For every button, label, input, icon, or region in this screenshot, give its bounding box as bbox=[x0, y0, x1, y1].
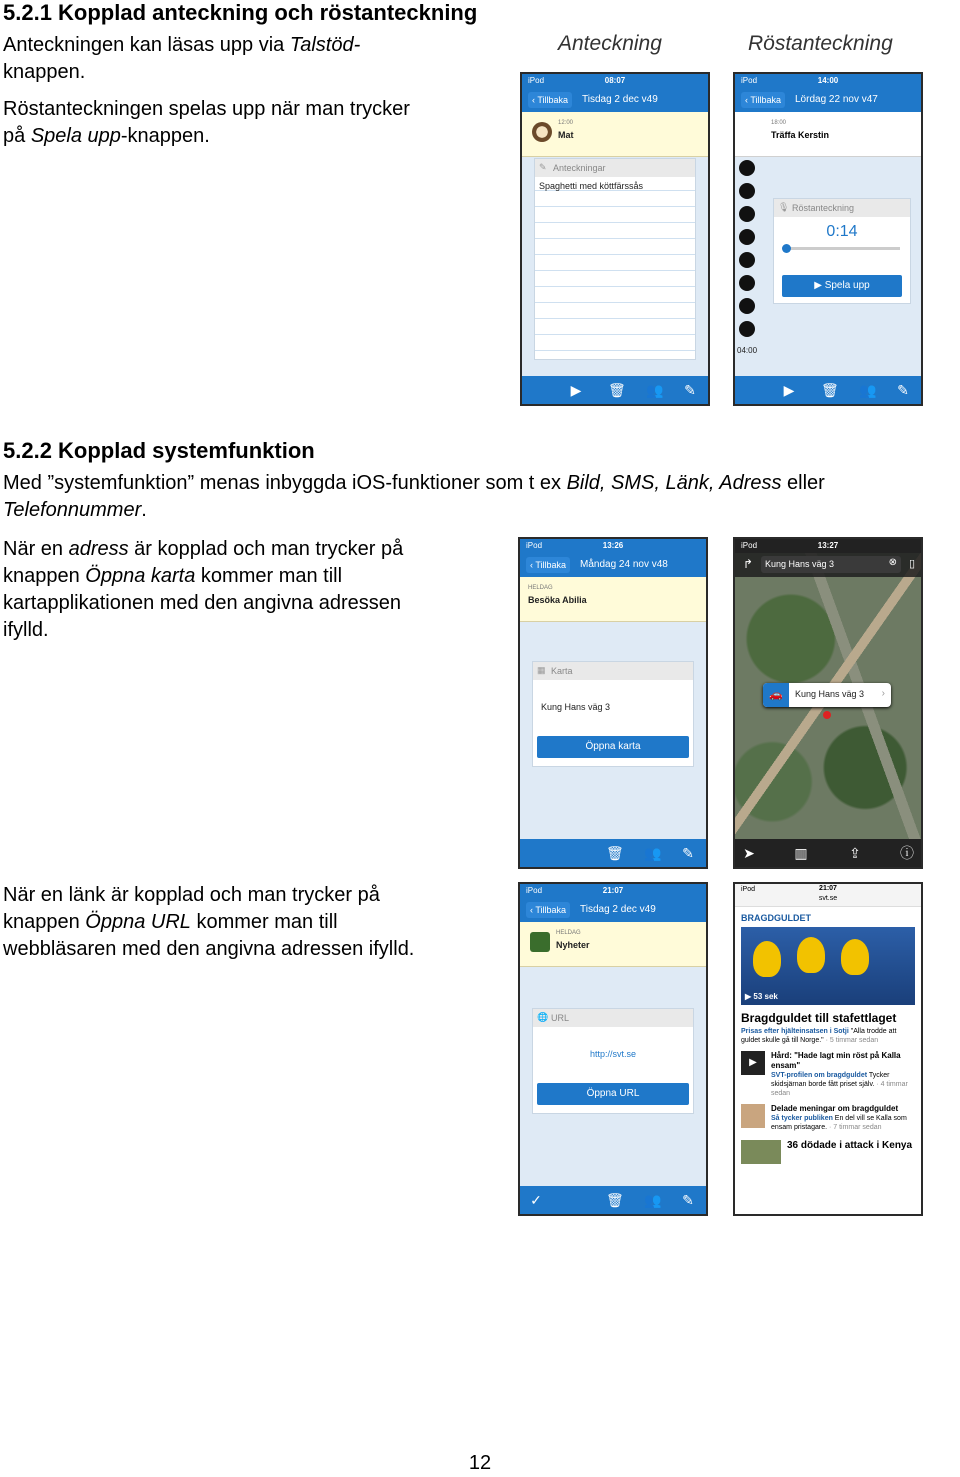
news-icon bbox=[530, 932, 550, 952]
status-time: 08:07 bbox=[604, 76, 626, 85]
hero-figure bbox=[841, 939, 869, 975]
story-item[interactable] bbox=[741, 1104, 915, 1134]
url-card bbox=[532, 1008, 694, 1114]
note-text: Spaghetti med köttfärssås bbox=[539, 181, 644, 191]
article-sub-link[interactable]: Prisas efter hjälteinsatsen i Sotji bbox=[741, 1028, 849, 1035]
bookmark-icon[interactable]: ▯ bbox=[908, 558, 915, 570]
hero-image[interactable] bbox=[741, 927, 915, 1005]
url-text[interactable]: http://svt.se bbox=[589, 1049, 637, 1059]
section-heading-5-2-2: 5.2.2 Kopplad systemfunktion bbox=[3, 438, 315, 463]
note-card bbox=[534, 158, 696, 360]
map-searchbar bbox=[735, 553, 921, 577]
article-sub-text: "Alla trodde att guldet skulle gå till Norge." bbox=[741, 1028, 897, 1044]
article-headline[interactable]: Bragdguldet till stafettlaget bbox=[741, 1011, 897, 1025]
card-header: URL bbox=[551, 1013, 570, 1023]
activity-row[interactable] bbox=[735, 112, 921, 157]
address-text: Kung Hans väg 3 bbox=[541, 702, 611, 712]
clear-icon[interactable]: ⊗ bbox=[888, 557, 897, 568]
video-badge[interactable]: ▶ 53 sek bbox=[745, 992, 778, 1001]
article-area bbox=[735, 907, 921, 1166]
text-italic: Öppna URL bbox=[85, 911, 191, 933]
status-time: 14:00 bbox=[817, 76, 839, 85]
activity-time: 12:00 bbox=[558, 120, 574, 126]
checkmark-icon[interactable]: ✓ bbox=[530, 1192, 542, 1208]
edit-icon[interactable]: ✎ bbox=[684, 382, 696, 398]
article-age: · 5 timmar sedan bbox=[823, 1037, 879, 1044]
activity-name: Besöka Abilia bbox=[528, 595, 587, 605]
text: . bbox=[141, 499, 147, 521]
timeline-dot bbox=[739, 183, 755, 199]
search-value: Kung Hans väg 3 bbox=[765, 559, 835, 569]
nav-title: Måndag 24 nov v48 bbox=[580, 559, 668, 570]
location-icon[interactable]: ➤ bbox=[743, 845, 755, 861]
text-italic: Bild, SMS, Länk, Adress bbox=[566, 472, 782, 494]
text-italic: Öppna karta bbox=[85, 565, 196, 587]
text: Med ”systemfunktion” menas inbyggda iOS-funktioner som t ex bbox=[3, 472, 567, 494]
paragraph-link bbox=[3, 882, 513, 963]
info-icon[interactable]: ⓘ bbox=[900, 845, 914, 861]
video-length: 53 sek bbox=[753, 992, 778, 1001]
story-title: 36 dödade i attack i Kenya bbox=[787, 1140, 913, 1151]
text-italic: Talstöd- bbox=[289, 34, 361, 56]
progress-slider[interactable] bbox=[784, 247, 900, 250]
caption-voice: Röstanteckning bbox=[748, 32, 893, 55]
activity-time: HELDAG bbox=[528, 585, 553, 591]
food-icon bbox=[532, 122, 552, 142]
back-button[interactable]: ‹ Tillbaka bbox=[741, 92, 785, 108]
timeline-dot bbox=[739, 229, 755, 245]
status-carrier: iPod bbox=[741, 541, 758, 550]
open-map-button[interactable]: Öppna karta bbox=[537, 736, 689, 758]
play-thumbnail-icon: ▶ bbox=[741, 1051, 765, 1075]
status-time: 13:26 bbox=[602, 541, 624, 550]
activity-name: Träffa Kerstin bbox=[771, 130, 830, 140]
section-heading-5-2-1: 5.2.1 Kopplad anteckning och röstanteckning bbox=[3, 0, 478, 25]
back-button[interactable]: ‹ Tillbaka bbox=[526, 557, 570, 573]
map-pin[interactable] bbox=[823, 711, 831, 719]
timeline-dot bbox=[739, 298, 755, 314]
car-icon[interactable]: 🚗 bbox=[763, 683, 789, 707]
text-italic: Telefonnummer bbox=[3, 499, 142, 521]
users-icon[interactable]: 👥 bbox=[644, 1192, 662, 1208]
paragraph-intro bbox=[3, 470, 959, 524]
voice-card bbox=[773, 198, 911, 304]
back-label: Tillbaka bbox=[535, 905, 567, 915]
text: Röstanteckningen spelas upp när man trycker bbox=[3, 98, 410, 120]
text: webbläsaren med den angivna adressen ifylld. bbox=[3, 938, 415, 960]
phone-browser-screenshot bbox=[733, 882, 923, 1216]
browser-statusbar bbox=[735, 884, 921, 907]
story-item[interactable] bbox=[741, 1051, 915, 1098]
edit-icon[interactable]: ✎ bbox=[897, 382, 909, 398]
text: -knappen. bbox=[120, 125, 210, 147]
chevron-right-icon: › bbox=[881, 688, 885, 699]
edit-icon[interactable]: ✎ bbox=[682, 845, 694, 861]
buildings-icon[interactable]: ▥ bbox=[794, 845, 808, 861]
search-field[interactable] bbox=[761, 556, 901, 573]
card-header: Röstanteckning bbox=[792, 203, 855, 213]
activity-name: Mat bbox=[558, 130, 574, 140]
caption-note: Anteckning bbox=[558, 32, 662, 55]
speak-icon[interactable]: ▶ bbox=[570, 382, 582, 398]
directions-icon[interactable]: ↱ bbox=[743, 557, 754, 571]
status-time: 21:07 bbox=[602, 886, 624, 895]
text: knappen. bbox=[3, 61, 86, 83]
brand-label: BRAGDGULDET bbox=[741, 913, 811, 923]
phone-map-screenshot bbox=[733, 537, 923, 869]
text: eller bbox=[781, 472, 825, 494]
text: knappen bbox=[3, 565, 86, 587]
activity-time: 18:00 bbox=[771, 120, 787, 126]
open-url-button[interactable]: Öppna URL bbox=[537, 1083, 689, 1105]
callout-text: Kung Hans väg 3 bbox=[795, 689, 865, 699]
users-icon[interactable]: 👥 bbox=[859, 382, 877, 398]
toolbar bbox=[520, 1186, 706, 1214]
activity-row[interactable] bbox=[520, 577, 706, 622]
slider-thumb[interactable] bbox=[782, 244, 791, 253]
timeline bbox=[739, 160, 757, 344]
text: knappen bbox=[3, 911, 86, 933]
status-time: 21:07 bbox=[819, 885, 837, 892]
browser-host[interactable]: svt.se bbox=[818, 895, 838, 902]
trash-icon[interactable]: 🗑 bbox=[608, 382, 626, 398]
text: När en bbox=[3, 538, 69, 560]
timeline-dot bbox=[739, 321, 755, 337]
play-label: Spela upp bbox=[824, 280, 870, 291]
text: kartapplikationen med den angivna adressen bbox=[3, 592, 402, 614]
toolbar bbox=[522, 376, 708, 404]
back-button[interactable]: ‹ Tillbaka bbox=[528, 92, 572, 108]
text: på bbox=[3, 125, 31, 147]
story-title: Hård: "Hade lagt min röst på Kalla ensam" bbox=[771, 1051, 901, 1070]
play-button[interactable]: ▶ Spela upp bbox=[782, 275, 902, 297]
status-time: 13:27 bbox=[817, 541, 839, 550]
phone-address-screenshot bbox=[518, 537, 708, 869]
activity-name: Nyheter bbox=[556, 940, 590, 950]
activity-row[interactable] bbox=[522, 112, 708, 157]
paragraph-address bbox=[3, 536, 513, 644]
story-item[interactable] bbox=[741, 1140, 915, 1166]
status-carrier: iPod bbox=[528, 76, 545, 85]
activity-row[interactable] bbox=[520, 922, 706, 967]
text: När en länk är kopplad och man trycker på bbox=[3, 884, 380, 906]
back-label: Tillbaka bbox=[535, 560, 567, 570]
status-carrier: iPod bbox=[526, 541, 543, 550]
page-number: 12 bbox=[468, 1452, 492, 1474]
timeline-dot bbox=[739, 206, 755, 222]
card-header: Anteckningar bbox=[553, 163, 606, 173]
share-icon[interactable]: ⇪ bbox=[849, 845, 861, 861]
text: kommer man till bbox=[195, 565, 343, 587]
trash-icon[interactable]: 🗑 bbox=[606, 1192, 624, 1208]
timeline-dot bbox=[739, 252, 755, 268]
users-icon[interactable]: 👥 bbox=[646, 382, 664, 398]
card-header: Karta bbox=[551, 666, 573, 676]
text: är kopplad och man trycker på bbox=[128, 538, 404, 560]
globe-icon: 🌐 bbox=[537, 1012, 549, 1022]
story-thumbnail bbox=[741, 1104, 765, 1128]
phone-voice-screenshot bbox=[733, 72, 923, 406]
timeline-dot bbox=[739, 160, 755, 176]
story-text: Tycker skidsjärnan borde fått priset själv. bbox=[771, 1072, 890, 1088]
edit-icon[interactable]: ✎ bbox=[682, 1192, 694, 1208]
activity-time: HELDAG bbox=[556, 930, 581, 936]
paragraph-note-voice bbox=[3, 32, 503, 150]
time-label: 04:00 bbox=[737, 346, 758, 355]
text: ifylld. bbox=[3, 619, 49, 641]
story-title: Delade meningar om bragdguldet bbox=[771, 1104, 899, 1113]
map-card bbox=[532, 661, 694, 767]
story-link[interactable]: Så tycker publiken bbox=[771, 1115, 833, 1122]
map-callout[interactable] bbox=[763, 683, 891, 707]
story-thumbnail bbox=[741, 1140, 781, 1164]
phone-url-screenshot bbox=[518, 882, 708, 1216]
story-age: · 4 timmar sedan bbox=[771, 1081, 908, 1097]
nav-title: Tisdag 2 dec v49 bbox=[580, 904, 656, 915]
map-toolbar bbox=[735, 839, 921, 867]
phone-note-screenshot bbox=[520, 72, 710, 406]
back-button[interactable]: ‹ Tillbaka bbox=[526, 902, 570, 918]
toolbar bbox=[520, 839, 706, 867]
story-link[interactable]: SVT-profilen om bragdguldet bbox=[771, 1072, 868, 1079]
nav-title: Lördag 22 nov v47 bbox=[795, 94, 878, 105]
back-label: Tillbaka bbox=[750, 95, 782, 105]
speak-icon[interactable]: ▶ bbox=[783, 382, 795, 398]
toolbar bbox=[735, 376, 921, 404]
text: kommer man till bbox=[190, 911, 338, 933]
microphone-icon: 🎙 bbox=[778, 202, 790, 212]
trash-icon[interactable]: 🗑 bbox=[821, 382, 839, 398]
hero-figure bbox=[797, 937, 825, 973]
back-label: Tillbaka bbox=[537, 95, 569, 105]
status-carrier: iPod bbox=[741, 886, 756, 893]
users-icon[interactable]: 👥 bbox=[644, 845, 662, 861]
story-text: En del vill se Kalla som ensam pristagare. bbox=[771, 1115, 907, 1131]
story-age: · 7 timmar sedan bbox=[827, 1124, 882, 1131]
hero-figure bbox=[753, 941, 781, 977]
status-carrier: iPod bbox=[526, 886, 543, 895]
text-italic: Spela upp bbox=[30, 125, 121, 147]
trash-icon[interactable]: 🗑 bbox=[606, 845, 624, 861]
duration: 0:14 bbox=[826, 223, 858, 240]
text-italic: adress bbox=[68, 538, 129, 560]
nav-title: Tisdag 2 dec v49 bbox=[582, 94, 658, 105]
status-carrier: iPod bbox=[741, 76, 758, 85]
map-icon: ▦ bbox=[537, 665, 546, 675]
note-icon: ✎ bbox=[539, 162, 547, 172]
timeline-dot bbox=[739, 275, 755, 291]
text: Anteckningen kan läsas upp via bbox=[3, 34, 290, 56]
